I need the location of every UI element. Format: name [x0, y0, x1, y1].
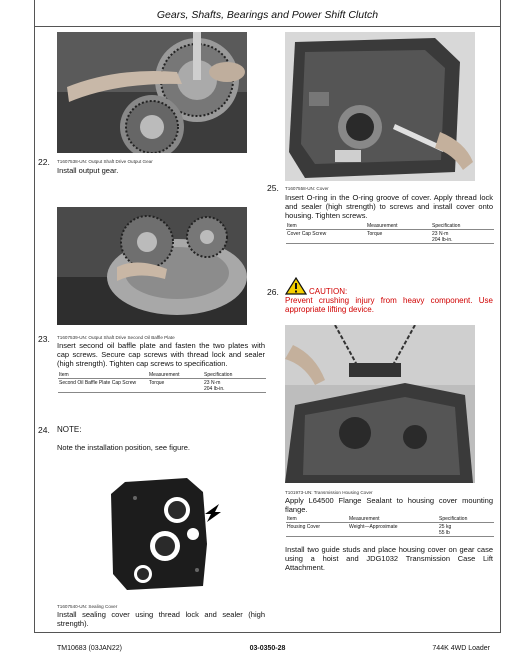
caption-output-gear: T1607538-UN: Output Shaft Drive Output Gear	[57, 159, 153, 164]
th-measurement: Measurement	[148, 371, 203, 379]
photo-output-gear	[57, 32, 247, 153]
caption-sealing-cover: T1607540-UN: Sealing Cover	[57, 604, 118, 609]
th-measurement: Measurement	[366, 222, 431, 230]
step-26-text3: Install two guide studs and place housing cover on gear case using a hoist and JDG1032 Transmission Case Lift Attachment.	[285, 545, 493, 572]
step-25-text: Insert O-ring in the O-ring groove of cover. Apply thread lock and sealer (high strength) to screws and install cover onto housing. Tighten screws.	[285, 193, 493, 220]
th-specification: Specification	[431, 222, 494, 230]
caption-housing-cover: T101973-UN: Transmission Housing Cover	[285, 490, 373, 495]
photo-sealing-cover	[107, 474, 224, 594]
photo-baffle-plate	[57, 207, 247, 325]
step-23-number: 23.	[38, 334, 50, 344]
spec-metric: 23 N·m	[204, 379, 221, 386]
step-26-text2: Apply L64500 Flange Sealant to housing cover mounting flange.	[285, 496, 493, 514]
spec-table-housing	[286, 515, 494, 537]
step-24-number: 24.	[38, 425, 50, 435]
page-header-title: Gears, Shafts, Bearings and Power Shift Clutch	[156, 9, 379, 21]
spec-metric: 23 N·m	[432, 230, 449, 237]
photo-housing-cover	[285, 325, 475, 483]
caption-cover: T1607558-UN: Cover	[285, 186, 329, 191]
spec-table-baffle	[58, 371, 266, 393]
spec-imperial: 55 lb	[439, 529, 450, 536]
th-item: Item	[286, 515, 348, 523]
footer-doc-id: TM10683 (03JAN22)	[57, 645, 122, 652]
cell-specification	[203, 379, 266, 393]
caution-icon	[285, 277, 307, 295]
th-item: Item	[58, 371, 148, 379]
footer-page-number: 03-0350-28	[249, 645, 286, 652]
cell-specification	[431, 230, 494, 244]
step-25-number: 25.	[267, 183, 279, 193]
th-measurement: Measurement	[348, 515, 438, 523]
caution-label: CAUTION:	[309, 287, 348, 296]
spec-metric: 25 kg	[439, 523, 452, 530]
cell-measurement: Torque	[366, 230, 431, 244]
step-24-text2: Install sealing cover using thread lock and sealer (high strength).	[57, 610, 265, 628]
cell-specification	[438, 523, 494, 537]
note-text: Note the installation position, see figure.	[57, 443, 190, 452]
spec-imperial: 204 lb-in.	[432, 236, 453, 243]
step-26-number: 26.	[267, 287, 279, 297]
th-specification: Specification	[438, 515, 494, 523]
header-rule	[34, 26, 501, 27]
spec-table-cover	[286, 222, 494, 244]
step-22-text: Install output gear.	[57, 166, 119, 175]
footer-model: 744K 4WD Loader	[432, 645, 490, 652]
spec-imperial: 204 lb-in.	[204, 385, 225, 392]
caution-text: Prevent crushing injury from heavy component. Use appropriate lifting device.	[285, 296, 493, 314]
th-specification: Specification	[203, 371, 266, 379]
cell-measurement: Torque	[148, 379, 203, 393]
photo-cover	[285, 32, 475, 181]
cell-item: Housing Cover	[286, 523, 348, 537]
step-22-number: 22.	[38, 157, 50, 167]
note-label: NOTE:	[57, 425, 82, 434]
th-item: Item	[286, 222, 366, 230]
caption-baffle-plate: T1607539-UN: Output Shaft Drive Second Oil Baffle Plate	[57, 335, 175, 340]
step-23-text: Insert second oil baffle plate and fasten the two plates with cap screws. Secure cap screws with thread lock and sealer (high strength). Tighten cap screws to specification.	[57, 341, 265, 368]
cell-measurement: Weight—Approximate	[348, 523, 438, 537]
cell-item: Cover Cap Screw	[286, 230, 366, 244]
cell-item: Second Oil Baffle Plate Cap Screw	[58, 379, 148, 393]
